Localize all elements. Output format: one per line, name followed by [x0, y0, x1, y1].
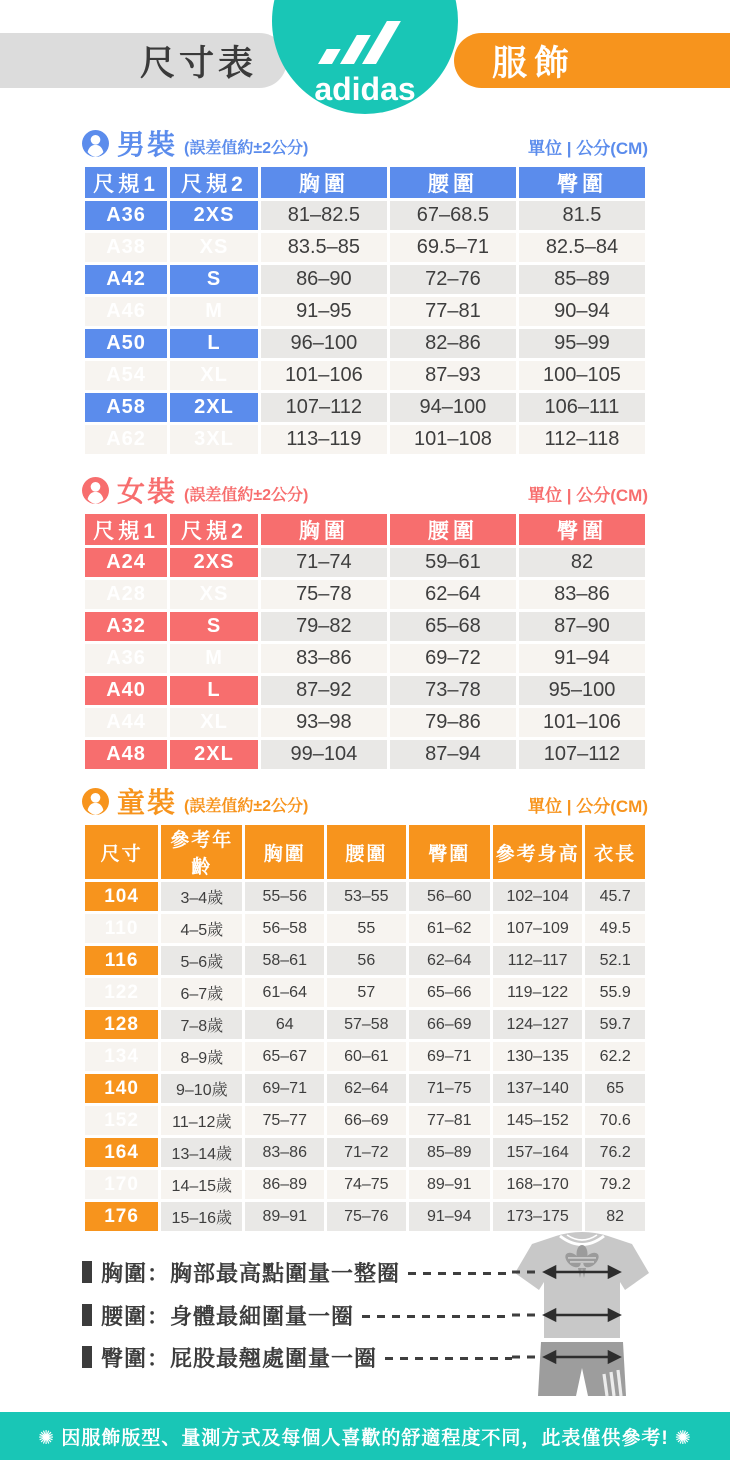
measurement-cell: 57 [327, 978, 406, 1007]
unit-label: 單位 | 公分(CM) [528, 485, 648, 505]
measurement-cell: 87–94 [390, 740, 516, 769]
measurement-cell: 71–74 [261, 548, 387, 577]
header-row [85, 514, 645, 545]
measurement-cell: 82–86 [390, 329, 516, 358]
size-code-cell: 110 [85, 914, 158, 943]
measurement-cell: 99–104 [261, 740, 387, 769]
table-row [85, 361, 645, 390]
measurement-cell: 83.5–85 [261, 233, 387, 262]
table-row [85, 612, 645, 641]
size-code-cell: XS [170, 580, 258, 609]
disclaimer-text: ✺ 因服飾版型、量測方式及每個人喜歡的舒適程度不同，此表僅供參考! ✺ [38, 1427, 692, 1449]
size-code-cell: 134 [85, 1042, 158, 1071]
column-header: 尺規2 [170, 167, 258, 198]
measurement-cell: 119–122 [493, 978, 582, 1007]
measurement-cell: 5–6歲 [161, 946, 242, 975]
measurement-cell: 45.7 [585, 882, 645, 911]
measurement-cell: 65 [585, 1074, 645, 1103]
measurement-cell: 52.1 [585, 946, 645, 975]
measurement-cell: 66–69 [409, 1010, 490, 1039]
size-code-cell: A28 [85, 580, 167, 609]
size-code-cell: XL [170, 708, 258, 737]
measurement-cell: 62–64 [327, 1074, 406, 1103]
legend-item [82, 1342, 512, 1372]
size-code-cell: A54 [85, 361, 167, 390]
measurement-cell: 49.5 [585, 914, 645, 943]
column-header: 胸圍 [261, 167, 387, 198]
measurement-cell: 65–68 [390, 612, 516, 641]
measurement-cell: 107–112 [519, 740, 645, 769]
measurement-cell: 69–71 [409, 1042, 490, 1071]
size-code-cell: XL [170, 361, 258, 390]
measurement-cell: 93–98 [261, 708, 387, 737]
measurement-cell: 87–90 [519, 612, 645, 641]
table-row [85, 265, 645, 294]
measurement-cell: 76.2 [585, 1138, 645, 1167]
measurement-cell: 60–61 [327, 1042, 406, 1071]
measurement-cell: 82 [585, 1202, 645, 1231]
measurement-cell: 56–58 [245, 914, 324, 943]
table-row [85, 425, 645, 454]
size-code-cell: 176 [85, 1202, 158, 1231]
measurement-cell: 15–16歲 [161, 1202, 242, 1231]
table-row [85, 329, 645, 358]
column-header: 參考年齡 [161, 825, 242, 879]
size-code-cell: 152 [85, 1106, 158, 1135]
legend-marker [82, 1304, 92, 1326]
table-row [85, 978, 645, 1007]
measurement-cell: 4–5歲 [161, 914, 242, 943]
column-header: 腰圍 [390, 514, 516, 545]
table-row [85, 740, 645, 769]
kids-size-table [82, 822, 648, 1234]
measurement-legend [82, 1226, 648, 1410]
table-row [85, 946, 645, 975]
measurement-cell: 102–104 [493, 882, 582, 911]
size-code-cell: 116 [85, 946, 158, 975]
measurement-cell: 79–82 [261, 612, 387, 641]
measurement-cell: 55–56 [245, 882, 324, 911]
measurement-cell: 83–86 [519, 580, 645, 609]
measurement-cell: 8–9歲 [161, 1042, 242, 1071]
size-code-cell: S [170, 612, 258, 641]
size-code-cell: A62 [85, 425, 167, 454]
measurement-cell: 112–117 [493, 946, 582, 975]
size-code-cell: XS [170, 233, 258, 262]
size-code-cell: 2XS [170, 201, 258, 230]
section-title: 女裝 [117, 476, 178, 507]
section-men [82, 126, 648, 457]
legend-dash-line [362, 1315, 512, 1318]
measurement-cell: 168–170 [493, 1170, 582, 1199]
measurement-cell: 13–14歲 [161, 1138, 242, 1167]
tolerance-note: (誤差值約±2公分) [184, 486, 309, 504]
size-code-cell: L [170, 329, 258, 358]
size-code-cell: 104 [85, 882, 158, 911]
measurement-cell: 81–82.5 [261, 201, 387, 230]
section-head-women [82, 473, 648, 507]
size-code-cell: 140 [85, 1074, 158, 1103]
legend-text: 腰圍：身體最細圍量一圈 [101, 1303, 355, 1329]
measurement-cell: 85–89 [519, 265, 645, 294]
size-code-cell: 122 [85, 978, 158, 1007]
measurement-cell: 69–71 [245, 1074, 324, 1103]
women-size-table [82, 511, 648, 772]
measurement-cell: 58–61 [245, 946, 324, 975]
size-code-cell: M [170, 644, 258, 673]
size-code-cell: A44 [85, 708, 167, 737]
footer-disclaimer-bar [0, 1412, 730, 1460]
size-code-cell: 2XL [170, 393, 258, 422]
unit-label: 單位 | 公分(CM) [528, 796, 648, 816]
size-code-cell: A50 [85, 329, 167, 358]
measurement-cell: 75–77 [245, 1106, 324, 1135]
measurement-cell: 74–75 [327, 1170, 406, 1199]
column-header: 胸圍 [261, 514, 387, 545]
measurement-cell: 14–15歲 [161, 1170, 242, 1199]
column-header: 尺寸 [85, 825, 158, 879]
measurement-cell: 75–78 [261, 580, 387, 609]
measurement-cell: 95–100 [519, 676, 645, 705]
table-row [85, 708, 645, 737]
measurement-cell: 79–86 [390, 708, 516, 737]
table-row [85, 393, 645, 422]
person-icon [82, 477, 109, 504]
measurement-cell: 173–175 [493, 1202, 582, 1231]
header-row [85, 167, 645, 198]
measurement-cell: 86–89 [245, 1170, 324, 1199]
column-header: 參考身高 [493, 825, 582, 879]
measurement-cell: 62–64 [409, 946, 490, 975]
tolerance-note: (誤差值約±2公分) [184, 139, 309, 157]
table-row [85, 201, 645, 230]
size-code-cell: 164 [85, 1138, 158, 1167]
size-code-cell: L [170, 676, 258, 705]
column-header: 腰圍 [327, 825, 406, 879]
measurement-cell: 137–140 [493, 1074, 582, 1103]
table-row [85, 580, 645, 609]
measurement-cell: 107–109 [493, 914, 582, 943]
table-row [85, 1074, 645, 1103]
person-icon [82, 130, 109, 157]
table-row [85, 297, 645, 326]
column-header: 臀圍 [519, 514, 645, 545]
table-row [85, 882, 645, 911]
size-code-cell: 2XL [170, 740, 258, 769]
measurement-cell: 59.7 [585, 1010, 645, 1039]
size-code-cell: A36 [85, 644, 167, 673]
measurement-cell: 106–111 [519, 393, 645, 422]
measurement-cell: 72–76 [390, 265, 516, 294]
measurement-cell: 69–72 [390, 644, 516, 673]
column-header: 尺規2 [170, 514, 258, 545]
measurement-cell: 7–8歲 [161, 1010, 242, 1039]
size-code-cell: A58 [85, 393, 167, 422]
measurement-cell: 3–4歲 [161, 882, 242, 911]
column-header: 尺規1 [85, 514, 167, 545]
measurement-cell: 57–58 [327, 1010, 406, 1039]
legend-item [82, 1257, 512, 1287]
measurement-cell: 89–91 [245, 1202, 324, 1231]
column-header: 臀圍 [519, 167, 645, 198]
size-chart-title: 尺寸表 [139, 43, 257, 83]
measurement-cell: 70.6 [585, 1106, 645, 1135]
measurement-cell: 91–94 [519, 644, 645, 673]
legend-marker [82, 1346, 92, 1368]
measurement-cell: 64 [245, 1010, 324, 1039]
size-code-cell: S [170, 265, 258, 294]
measurement-cell: 91–95 [261, 297, 387, 326]
measurement-cell: 107–112 [261, 393, 387, 422]
table-row [85, 1042, 645, 1071]
measurement-cell: 71–75 [409, 1074, 490, 1103]
column-header: 胸圍 [245, 825, 324, 879]
measurement-cell: 61–64 [245, 978, 324, 1007]
size-code-cell: A38 [85, 233, 167, 262]
measurement-cell: 89–91 [409, 1170, 490, 1199]
section-title: 童裝 [117, 787, 178, 818]
size-code-cell: M [170, 297, 258, 326]
column-header: 腰圍 [390, 167, 516, 198]
legend-item [82, 1300, 512, 1330]
legend-dash-line [408, 1272, 512, 1275]
table-row [85, 914, 645, 943]
size-code-cell: A24 [85, 548, 167, 577]
measurement-cell: 71–72 [327, 1138, 406, 1167]
table-row [85, 676, 645, 705]
size-code-cell: A48 [85, 740, 167, 769]
measurement-cell: 124–127 [493, 1010, 582, 1039]
size-code-cell: A40 [85, 676, 167, 705]
section-head-kids [82, 784, 648, 818]
measurement-cell: 85–89 [409, 1138, 490, 1167]
measurement-cell: 87–92 [261, 676, 387, 705]
measurement-cell: 55.9 [585, 978, 645, 1007]
legend-text: 胸圍：胸部最高點圍量一整圈 [101, 1260, 401, 1286]
measurement-cell: 75–76 [327, 1202, 406, 1231]
measurement-cell: 95–99 [519, 329, 645, 358]
legend-text: 臀圍：屁股最翹處圍量一圈 [101, 1345, 378, 1371]
measurement-cell: 67–68.5 [390, 201, 516, 230]
measurement-cell: 90–94 [519, 297, 645, 326]
measurement-cell: 101–106 [519, 708, 645, 737]
column-header: 尺規1 [85, 167, 167, 198]
tshirt-shorts-illustration [512, 1226, 652, 1404]
measurement-cell: 9–10歲 [161, 1074, 242, 1103]
adidas-logo-icon [290, 8, 440, 108]
section-women [82, 473, 648, 772]
measurement-cell: 112–118 [519, 425, 645, 454]
table-row [85, 1010, 645, 1039]
unit-label: 單位 | 公分(CM) [528, 138, 648, 158]
size-code-cell: A46 [85, 297, 167, 326]
measurement-cell: 73–78 [390, 676, 516, 705]
measurement-cell: 82 [519, 548, 645, 577]
table-row [85, 233, 645, 262]
legend-marker [82, 1261, 92, 1283]
measurement-cell: 91–94 [409, 1202, 490, 1231]
measurement-cell: 94–100 [390, 393, 516, 422]
measurement-cell: 55 [327, 914, 406, 943]
header-row [85, 825, 645, 879]
table-row [85, 1106, 645, 1135]
measurement-cell: 77–81 [390, 297, 516, 326]
measurement-cell: 53–55 [327, 882, 406, 911]
measurement-cell: 145–152 [493, 1106, 582, 1135]
table-row [85, 644, 645, 673]
column-header: 衣長 [585, 825, 645, 879]
measurement-cell: 61–62 [409, 914, 490, 943]
measurement-cell: 6–7歲 [161, 978, 242, 1007]
measurement-cell: 101–106 [261, 361, 387, 390]
measurement-cell: 65–66 [409, 978, 490, 1007]
size-code-cell: A42 [85, 265, 167, 294]
measurement-cell: 82.5–84 [519, 233, 645, 262]
measurement-cell: 62.2 [585, 1042, 645, 1071]
measurement-cell: 59–61 [390, 548, 516, 577]
size-code-cell: 3XL [170, 425, 258, 454]
measurement-cell: 101–108 [390, 425, 516, 454]
measurement-cell: 157–164 [493, 1138, 582, 1167]
measurement-cell: 83–86 [245, 1138, 324, 1167]
measurement-cell: 79.2 [585, 1170, 645, 1199]
measurement-cell: 113–119 [261, 425, 387, 454]
section-kids [82, 784, 648, 1234]
measurement-cell: 96–100 [261, 329, 387, 358]
measurement-cell: 65–67 [245, 1042, 324, 1071]
table-row [85, 1138, 645, 1167]
brand-badge [272, 0, 458, 114]
size-code-cell: 128 [85, 1010, 158, 1039]
section-head-men [82, 126, 648, 160]
measurement-cell: 77–81 [409, 1106, 490, 1135]
table-row [85, 548, 645, 577]
measurement-cell: 86–90 [261, 265, 387, 294]
measurement-cell: 62–64 [390, 580, 516, 609]
column-header: 臀圍 [409, 825, 490, 879]
section-title: 男裝 [117, 129, 178, 160]
table-row [85, 1170, 645, 1199]
tolerance-note: (誤差值約±2公分) [184, 797, 309, 815]
category-tab [454, 33, 730, 88]
men-size-table [82, 164, 648, 457]
measurement-cell: 66–69 [327, 1106, 406, 1135]
measurement-cell: 130–135 [493, 1042, 582, 1071]
measurement-cell: 56 [327, 946, 406, 975]
measurement-cell: 100–105 [519, 361, 645, 390]
category-label: 服飾 [492, 43, 577, 83]
measurement-cell: 81.5 [519, 201, 645, 230]
measurement-cell: 87–93 [390, 361, 516, 390]
size-code-cell: 2XS [170, 548, 258, 577]
measurement-cell: 11–12歲 [161, 1106, 242, 1135]
size-code-cell: A32 [85, 612, 167, 641]
person-icon [82, 788, 109, 815]
measurement-cell: 83–86 [261, 644, 387, 673]
size-code-cell: A36 [85, 201, 167, 230]
legend-dash-line [385, 1357, 512, 1360]
size-chart-title-tab [0, 33, 287, 88]
measurement-cell: 69.5–71 [390, 233, 516, 262]
measurement-cell: 56–60 [409, 882, 490, 911]
svg-text:adidas: adidas [314, 71, 416, 107]
size-code-cell: 170 [85, 1170, 158, 1199]
